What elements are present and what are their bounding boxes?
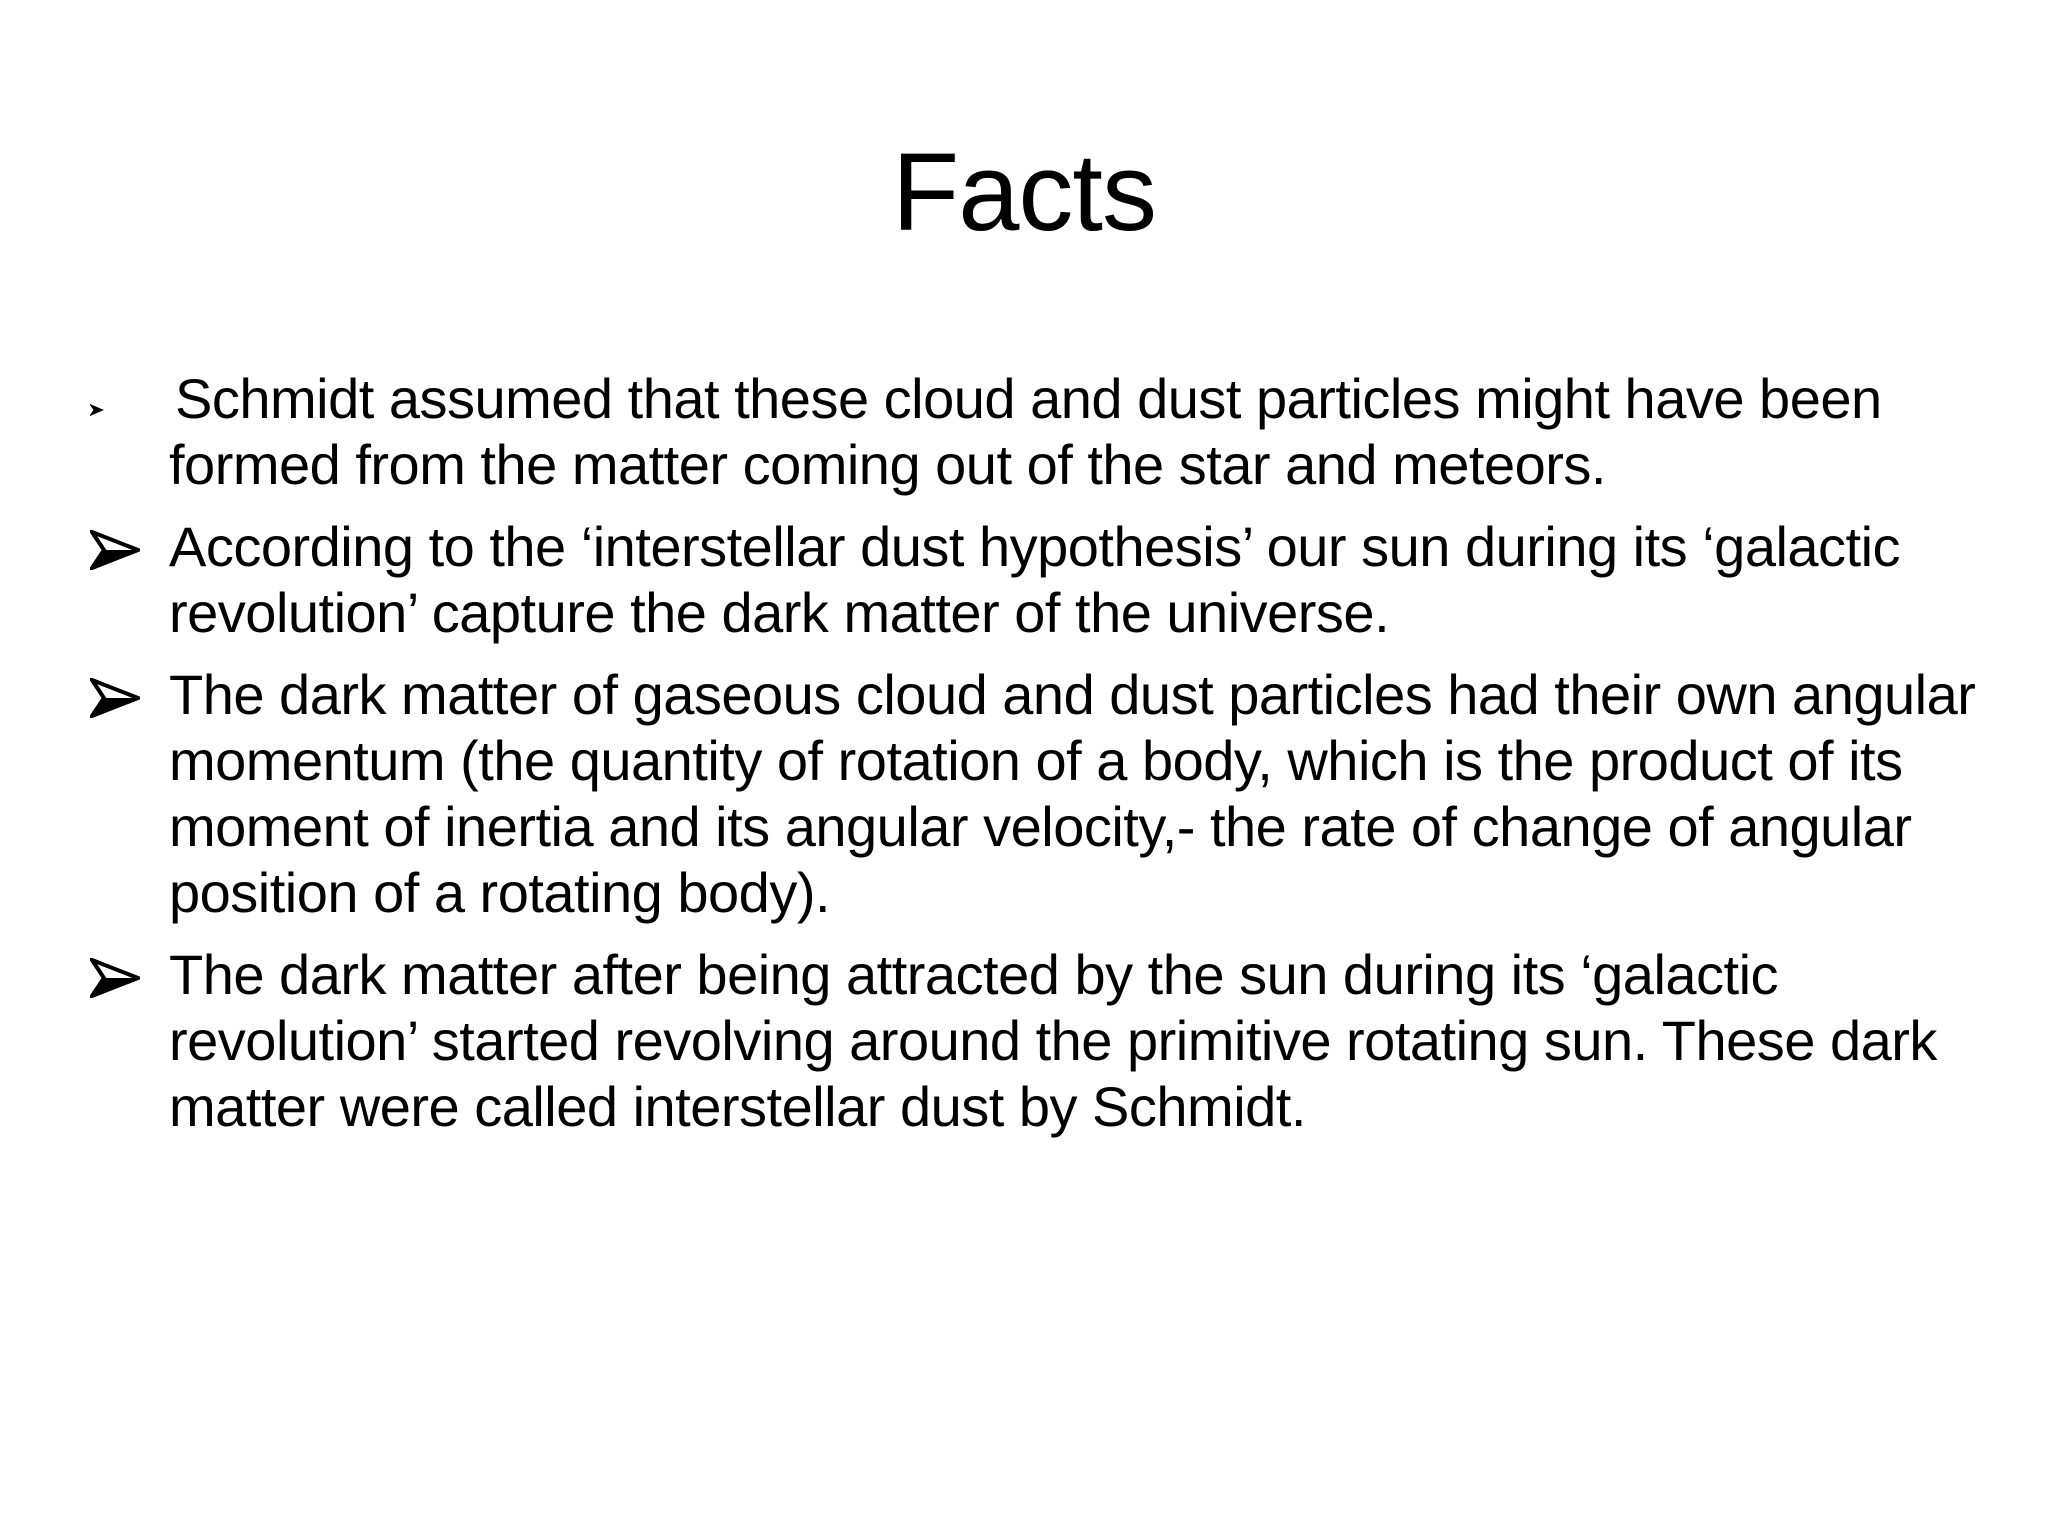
bullet-text: Schmidt assumed that these cloud and dust particles might have been formed from the matter coming out of the star and meteors. — [169, 367, 1882, 496]
arrowhead-icon — [90, 958, 140, 998]
arrowhead-icon — [90, 530, 140, 570]
bullet-item — [0, 662, 2048, 926]
bullet-item — [0, 366, 2048, 498]
bullet-text: The dark matter after being attracted by the sun during its ‘galactic revolution’ started revolving around the primitive rotating sun. These dark matter were called interstellar dust by Schmidt. — [169, 943, 1937, 1138]
bullet-text: According to the ‘interstellar dust hypothesis’ our sun during its ‘galactic revolution’ capture the dark matter of the universe. — [169, 515, 1901, 644]
bullet-text: The dark matter of gaseous cloud and dust particles had their own angular momentum (the quantity of rotation of a body, which is the product of its moment of inertia and its angular velocity,- the rate of change of angular position of a rotating body). — [169, 663, 1976, 924]
bullet-item — [0, 514, 2048, 646]
arrowhead-icon — [90, 678, 140, 718]
slide-title: Facts — [892, 131, 1156, 254]
bullet-item — [0, 942, 2048, 1140]
small-arrowhead-icon — [90, 404, 104, 416]
bullet-list — [0, 366, 2048, 1156]
